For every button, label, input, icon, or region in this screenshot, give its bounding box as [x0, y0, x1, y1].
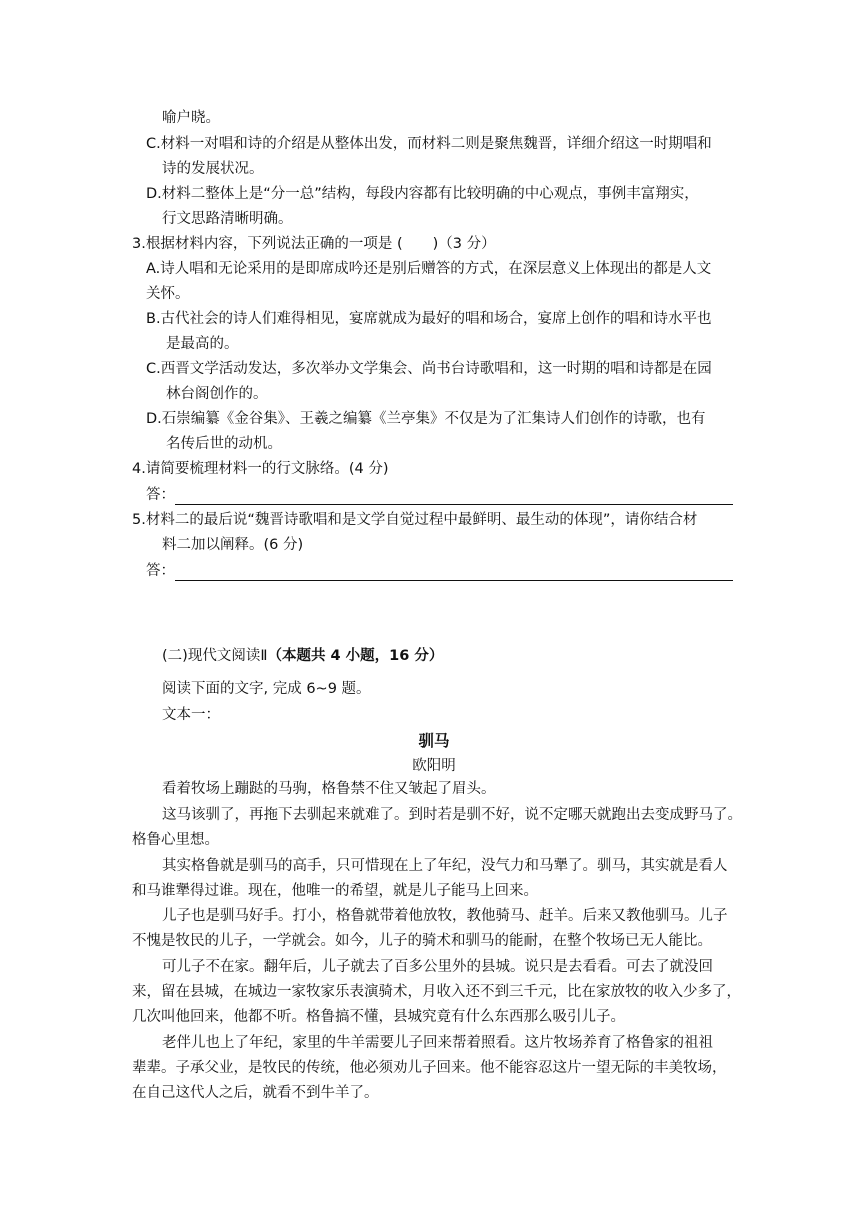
paragraph-6-line2: 辈辈。子承父业，是牧民的传统，他必须劝儿子回来。他不能容忍这片一望无际的丰美牧场， — [132, 1060, 727, 1076]
q3-option-a-line2: 关怀。 — [146, 286, 190, 302]
q3-option-b-line2: 是最高的。 — [166, 336, 239, 352]
option-d-line1: D.材料二整体上是“分一总”结构，每段内容都有比较明确的中心观点，事例丰富翔实， — [146, 186, 699, 202]
story-author: 欧阳明 — [412, 758, 456, 774]
paragraph-2-line2: 格鲁心里想。 — [132, 832, 219, 848]
question-4: 4.请简要梳理材料一的行文脉络。(4 分) — [132, 461, 389, 477]
paragraph-1: 看着牧场上蹦跶的马驹，格鲁禁不住又皱起了眉头。 — [162, 781, 496, 797]
text-label: 文本一： — [162, 707, 220, 723]
option-b-continuation: 喻户晓。 — [162, 110, 220, 126]
answer-5-row — [146, 561, 733, 581]
paragraph-6-line1: 老伴儿也上了年纪，家里的牛羊需要儿子回来帮着照看。这片牧场养育了格鲁家的祖祖 — [162, 1035, 713, 1051]
reading-instruction: 阅读下面的文字, 完成 6~9 题。 — [162, 681, 371, 697]
answer-4-label: 答： — [146, 487, 175, 503]
paragraph-3-line2: 和马谁犟得过谁。现在，他唯一的希望，就是儿子能马上回来。 — [132, 883, 538, 899]
option-c-line2: 诗的发展状况。 — [162, 161, 264, 177]
section-heading — [162, 646, 443, 666]
paragraph-6-line3: 在自己这代人之后，就看不到牛羊了。 — [132, 1085, 379, 1101]
q3-option-d-line2: 名传后世的动机。 — [166, 436, 282, 452]
section-heading-label: (二)现代文阅读Ⅱ — [162, 648, 268, 664]
paragraph-5-line3: 几次叫他回来，他都不听。格鲁搞不懂，县城究竟有什么东西那么吸引儿子。 — [132, 1009, 625, 1025]
answer-5-label: 答： — [146, 563, 175, 579]
answer-5-line[interactable] — [175, 566, 733, 581]
question-5-line1: 5.材料二的最后说“魏晋诗歌唱和是文学自觉过程中最鲜明、最生动的体现”，请你结合材 — [132, 512, 698, 528]
story-title: 驯马 — [418, 732, 450, 750]
q3-option-c-line2: 林台阁创作的。 — [166, 386, 268, 402]
paragraph-2-line1: 这马该驯了，再拖下去驯起来就难了。到时若是驯不好，说不定哪天就跑出去变成野马了。 — [162, 807, 742, 823]
q3-option-c-line1: C.西晋文学活动发达，多次举办文学集会、尚书台诗歌唱和，这一时期的唱和诗都是在园 — [146, 361, 712, 377]
question-3 — [132, 234, 496, 254]
q3-option-a-line1: A.诗人唱和无论采用的是即席成吟还是别后赠答的方式，在深层意义上体现出的都是人文 — [146, 261, 712, 277]
paragraph-4-line1: 儿子也是驯马好手。打小，格鲁就带着他放牧，教他骑马、赶羊。后来又教他驯马。儿子 — [162, 908, 728, 924]
q3-option-d-line1: D.石崇编纂《金谷集》、王羲之编纂《兰亭集》不仅是为了汇集诗人们创作的诗歌，也有 — [146, 411, 706, 427]
question-5-line2: 料二加以阐释。(6 分) — [162, 537, 304, 553]
paragraph-3-line1: 其实格鲁就是驯马的高手，只可惜现在上了年纪，没气力和马犟了。驯马，其实就是看人 — [162, 858, 728, 874]
answer-4-line[interactable] — [175, 490, 733, 505]
option-c-line1: C.材料一对唱和诗的介绍是从整体出发，而材料二则是聚焦魏晋，详细介绍这一时期唱和 — [146, 136, 712, 152]
answer-4-row — [146, 485, 733, 505]
question-3-text: 3.根据材料内容，下列说法正确的一项是 ( — [132, 236, 403, 252]
paragraph-4-line2: 不愧是牧民的儿子，一学就会。如今，儿子的骑术和驯马的能耐，在整个牧场已无人能比。 — [132, 933, 712, 949]
section-heading-score: （本题共 4 小题，16 分） — [267, 648, 444, 664]
question-3-score: )（3 分） — [432, 236, 496, 252]
q3-option-b-line1: B.古代社会的诗人们难得相见，宴席就成为最好的唱和场合，宴席上创作的唱和诗水平也 — [146, 311, 712, 327]
paragraph-5-line1: 可儿子不在家。翻年后，儿子就去了百多公里外的县城。说只是去看看。可去了就没回 — [162, 959, 713, 975]
paragraph-5-line2: 来，留在县城，在城边一家牧家乐表演骑术，月收入还不到三千元，比在家放牧的收入少多了， — [132, 984, 741, 1000]
option-d-line2: 行文思路清晰明确。 — [162, 211, 293, 227]
